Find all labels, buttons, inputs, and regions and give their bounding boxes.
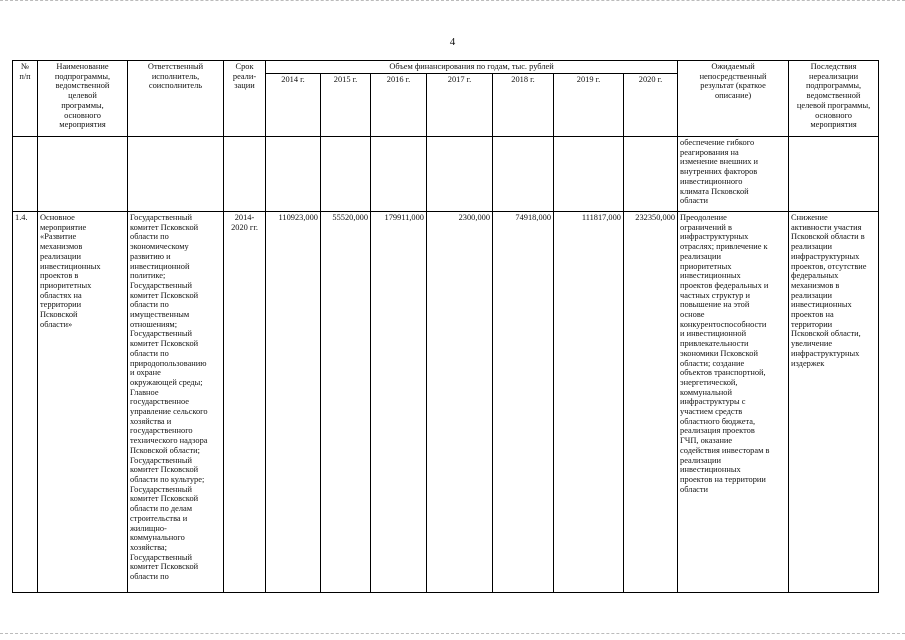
cell-term: 2014- 2020 гг.	[224, 212, 266, 593]
cell-result-continued: обеспечение гибкого реагирования на изменение внешних и внутренних факторов инвестиционного климата Псковской области	[678, 137, 789, 212]
header-consequences: Последствия нереализации подпрограммы, ведомственной целевой программы, основного мероприятия	[789, 61, 879, 137]
table-row-continued	[13, 137, 879, 212]
cell-amount: 232350,000	[624, 212, 678, 593]
cell-executor: Государственный комитет Псковской области по экономическому развитию и инвестиционной политике; Государственный комитет Псковской области по имущественным отношениям; Государственный комитет Псковской области по природопользованию и охране окружающей среды; Главное государственное управление сельского хозяйства и государственного технического надзора Псковской области; Государственный комитет Псковской области по культуре; Государственный комитет Псковской области по делам строительства и жилищно- коммунального хозяйства; Государственный комитет Псковской области по	[128, 212, 224, 593]
cell-amount: 2300,000	[427, 212, 493, 593]
cell-result: Преодоление ограничений в инфраструктурных отраслях; привлечение к реализации приоритетных инвестиционных проектов федеральных и частных структур и повышение на этой основе конкурентоспособности и инвестиционной привлекательности экономики Псковской области; создание объектов транспортной, энергетической, коммунальной инфраструктуры с участием средств областного бюджета, реализация проектов ГЧП, оказание содействия инвесторам в реализации инвестиционных проектов на территории области	[678, 212, 789, 593]
cell-empty	[789, 137, 879, 212]
scan-edge-bottom	[0, 633, 905, 635]
header-result: Ожидаемый непосредственный результат (краткое описание)	[678, 61, 789, 137]
header-financing: Объем финансирования по годам, тыс. рублей	[266, 61, 678, 74]
cell-empty	[554, 137, 624, 212]
cell-num: 1.4.	[13, 212, 38, 593]
scan-edge-top	[0, 0, 905, 2]
header-year: 2020 г.	[624, 74, 678, 137]
cell-amount: 74918,000	[493, 212, 554, 593]
cell-empty	[427, 137, 493, 212]
cell-consequences: Снижение активности участия Псковской области в реализации инфраструктурных проектов, отсутствие федеральных механизмов в реализации инвестиционных проектов на территории Псковской области, увеличение инфраструктурных издержек	[789, 212, 879, 593]
header-year: 2017 г.	[427, 74, 493, 137]
header-num: № п/п	[13, 61, 38, 137]
cell-amount: 179911,000	[371, 212, 427, 593]
header-executor: Ответственный исполнитель, соисполнитель	[128, 61, 224, 137]
program-table	[12, 60, 879, 593]
cell-empty	[624, 137, 678, 212]
header-year: 2019 г.	[554, 74, 624, 137]
cell-amount: 111817,000	[554, 212, 624, 593]
header-year: 2018 г.	[493, 74, 554, 137]
cell-amount: 110923,000	[266, 212, 321, 593]
header-year: 2016 г.	[371, 74, 427, 137]
cell-empty	[13, 137, 38, 212]
header-name: Наименование подпрограммы, ведомственной целевой программы, основного мероприятия	[38, 61, 128, 137]
cell-empty	[128, 137, 224, 212]
cell-empty	[224, 137, 266, 212]
cell-name: Основное мероприятие «Развитие механизмов реализации инвестиционных проектов в приоритетных областях на территории Псковской области»	[38, 212, 128, 593]
cell-empty	[321, 137, 371, 212]
cell-empty	[266, 137, 321, 212]
header-row-top	[13, 61, 879, 74]
cell-empty	[38, 137, 128, 212]
cell-amount: 55520,000	[321, 212, 371, 593]
cell-empty	[371, 137, 427, 212]
header-term: Срок реали- зации	[224, 61, 266, 137]
header-year: 2015 г.	[321, 74, 371, 137]
page-number: 4	[449, 36, 456, 48]
table-row	[13, 212, 879, 593]
cell-empty	[493, 137, 554, 212]
header-year: 2014 г.	[266, 74, 321, 137]
